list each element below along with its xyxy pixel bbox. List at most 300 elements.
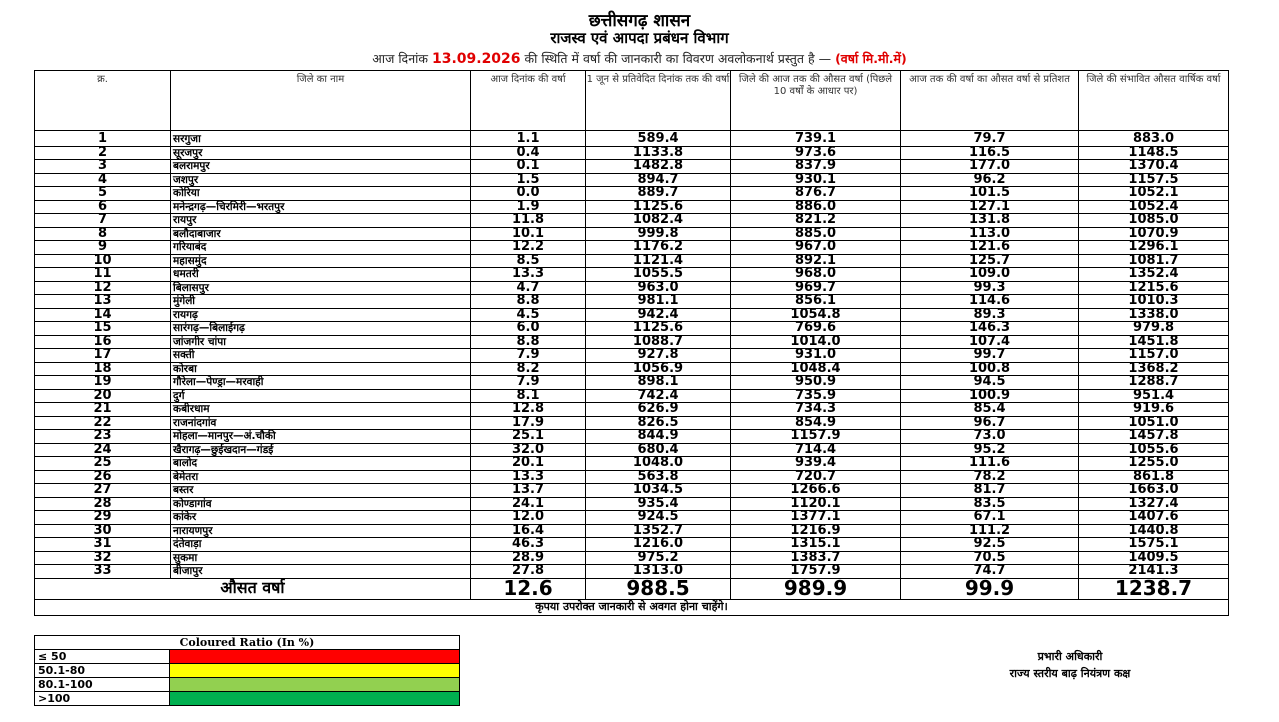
cell-district: जशपुर xyxy=(171,173,471,187)
cell-since-june: 1121.4 xyxy=(586,254,731,268)
cell-avg-to-date: 1377.1 xyxy=(731,511,901,525)
cell-today-rain: 11.8 xyxy=(471,214,586,228)
average-value: 99.9 xyxy=(901,578,1079,599)
cell-since-june: 1482.8 xyxy=(586,160,731,174)
table-row xyxy=(35,484,1229,498)
cell-annual-avg: 1215.6 xyxy=(1079,281,1229,295)
cell-percent: 146.3 xyxy=(901,322,1079,336)
cell-since-june: 924.5 xyxy=(586,511,731,525)
cell-annual-avg: 1288.7 xyxy=(1079,376,1229,390)
cell-since-june: 1313.0 xyxy=(586,565,731,579)
cell-annual-avg: 1052.4 xyxy=(1079,200,1229,214)
cell-percent: 99.7 xyxy=(901,349,1079,363)
legend-row xyxy=(35,692,460,706)
col-header-percent: आज तक की वर्षा का औसत वर्षा से प्रतिशत xyxy=(901,71,1079,131)
cell-serial: 10 xyxy=(35,254,171,268)
cell-since-june: 1216.0 xyxy=(586,538,731,552)
cell-since-june: 981.1 xyxy=(586,295,731,309)
officer-title: प्रभारी अधिकारी xyxy=(1037,650,1103,663)
legend-row xyxy=(35,664,460,678)
cell-serial: 23 xyxy=(35,430,171,444)
cell-avg-to-date: 714.4 xyxy=(731,443,901,457)
cell-district: सूरजपुर xyxy=(171,146,471,160)
cell-avg-to-date: 1315.1 xyxy=(731,538,901,552)
cell-today-rain: 7.9 xyxy=(471,376,586,390)
cell-district: सरगुजा xyxy=(171,131,471,147)
table-row xyxy=(35,214,1229,228)
cell-avg-to-date: 734.3 xyxy=(731,403,901,417)
cell-today-rain: 1.1 xyxy=(471,131,586,147)
table-row xyxy=(35,295,1229,309)
table-row xyxy=(35,146,1229,160)
cell-serial: 22 xyxy=(35,416,171,430)
cell-percent: 96.7 xyxy=(901,416,1079,430)
cell-today-rain: 16.4 xyxy=(471,524,586,538)
cell-since-june: 1048.0 xyxy=(586,457,731,471)
table-row xyxy=(35,308,1229,322)
cell-percent: 92.5 xyxy=(901,538,1079,552)
table-row xyxy=(35,173,1229,187)
cell-avg-to-date: 939.4 xyxy=(731,457,901,471)
cell-district: रायगढ़ xyxy=(171,308,471,322)
cell-serial: 26 xyxy=(35,470,171,484)
cell-district: रायपुर xyxy=(171,214,471,228)
table-row xyxy=(35,131,1229,147)
cell-district: सुकमा xyxy=(171,551,471,565)
cell-today-rain: 13.3 xyxy=(471,268,586,282)
cell-serial: 28 xyxy=(35,497,171,511)
cell-annual-avg: 1148.5 xyxy=(1079,146,1229,160)
cell-today-rain: 32.0 xyxy=(471,443,586,457)
cell-serial: 21 xyxy=(35,403,171,417)
cell-district: मनेन्द्रगढ़—चिरमिरी—भरतपुर xyxy=(171,200,471,214)
table-row xyxy=(35,200,1229,214)
cell-district: गरियाबंद xyxy=(171,241,471,255)
cell-serial: 1 xyxy=(35,131,171,147)
rainfall-table xyxy=(34,70,1229,616)
cell-serial: 27 xyxy=(35,484,171,498)
cell-percent: 89.3 xyxy=(901,308,1079,322)
average-value: 12.6 xyxy=(471,578,586,599)
cell-percent: 107.4 xyxy=(901,335,1079,349)
cell-annual-avg: 1407.6 xyxy=(1079,511,1229,525)
cell-today-rain: 4.5 xyxy=(471,308,586,322)
cell-serial: 12 xyxy=(35,281,171,295)
cell-annual-avg: 1070.9 xyxy=(1079,227,1229,241)
cell-avg-to-date: 739.1 xyxy=(731,131,901,147)
average-label: औसत वर्षा xyxy=(35,578,471,599)
cell-serial: 33 xyxy=(35,565,171,579)
cell-percent: 127.1 xyxy=(901,200,1079,214)
legend-swatch xyxy=(170,678,460,692)
cell-annual-avg: 1052.1 xyxy=(1079,187,1229,201)
cell-avg-to-date: 968.0 xyxy=(731,268,901,282)
table-row xyxy=(35,335,1229,349)
cell-today-rain: 46.3 xyxy=(471,538,586,552)
cell-since-june: 826.5 xyxy=(586,416,731,430)
cell-percent: 79.7 xyxy=(901,131,1079,147)
government-title: छत्तीसगढ़ शासन xyxy=(588,11,691,31)
cell-avg-to-date: 720.7 xyxy=(731,470,901,484)
cell-today-rain: 8.2 xyxy=(471,362,586,376)
table-row xyxy=(35,403,1229,417)
table-row xyxy=(35,443,1229,457)
cell-avg-to-date: 892.1 xyxy=(731,254,901,268)
table-row xyxy=(35,254,1229,268)
col-header-avg-to-date: जिले की आज तक की औसत वर्षा (पिछले 10 वर्षों के आधार पर) xyxy=(731,71,901,131)
cell-today-rain: 13.7 xyxy=(471,484,586,498)
cell-today-rain: 13.3 xyxy=(471,470,586,484)
cell-today-rain: 8.1 xyxy=(471,389,586,403)
cell-percent: 74.7 xyxy=(901,565,1079,579)
cell-since-june: 1125.6 xyxy=(586,200,731,214)
cell-district: दुर्ग xyxy=(171,389,471,403)
cell-since-june: 1056.9 xyxy=(586,362,731,376)
cell-annual-avg: 883.0 xyxy=(1079,131,1229,147)
cell-avg-to-date: 1757.9 xyxy=(731,565,901,579)
cell-district: बीजापुर xyxy=(171,565,471,579)
cell-annual-avg: 1010.3 xyxy=(1079,295,1229,309)
department-title: राजस्व एवं आपदा प्रबंधन विभाग xyxy=(550,29,729,47)
cell-serial: 16 xyxy=(35,335,171,349)
table-row xyxy=(35,416,1229,430)
cell-today-rain: 0.0 xyxy=(471,187,586,201)
cell-serial: 9 xyxy=(35,241,171,255)
cell-percent: 111.6 xyxy=(901,457,1079,471)
cell-annual-avg: 1338.0 xyxy=(1079,308,1229,322)
cell-avg-to-date: 969.7 xyxy=(731,281,901,295)
cell-avg-to-date: 735.9 xyxy=(731,389,901,403)
cell-serial: 32 xyxy=(35,551,171,565)
cell-since-june: 898.1 xyxy=(586,376,731,390)
cell-today-rain: 8.8 xyxy=(471,295,586,309)
cell-annual-avg: 1352.4 xyxy=(1079,268,1229,282)
cell-today-rain: 27.8 xyxy=(471,565,586,579)
cell-today-rain: 12.0 xyxy=(471,511,586,525)
cell-district: कोण्डागांव xyxy=(171,497,471,511)
table-row xyxy=(35,268,1229,282)
cell-annual-avg: 1663.0 xyxy=(1079,484,1229,498)
table-row xyxy=(35,281,1229,295)
cell-since-june: 742.4 xyxy=(586,389,731,403)
cell-serial: 25 xyxy=(35,457,171,471)
cell-district: महासमुंद xyxy=(171,254,471,268)
subtitle-prefix: आज दिनांक xyxy=(372,51,428,66)
cell-percent: 116.5 xyxy=(901,146,1079,160)
cell-percent: 81.7 xyxy=(901,484,1079,498)
cell-percent: 114.6 xyxy=(901,295,1079,309)
cell-annual-avg: 1085.0 xyxy=(1079,214,1229,228)
cell-percent: 121.6 xyxy=(901,241,1079,255)
cell-percent: 177.0 xyxy=(901,160,1079,174)
cell-percent: 131.8 xyxy=(901,214,1079,228)
cell-today-rain: 6.0 xyxy=(471,322,586,336)
cell-serial: 18 xyxy=(35,362,171,376)
cell-since-june: 927.8 xyxy=(586,349,731,363)
cell-since-june: 1034.5 xyxy=(586,484,731,498)
cell-today-rain: 0.1 xyxy=(471,160,586,174)
cell-avg-to-date: 950.9 xyxy=(731,376,901,390)
cell-since-june: 975.2 xyxy=(586,551,731,565)
cell-avg-to-date: 930.1 xyxy=(731,173,901,187)
col-header-district: जिले का नाम xyxy=(171,71,471,131)
cell-annual-avg: 1157.0 xyxy=(1079,349,1229,363)
cell-district: बलौदाबाजार xyxy=(171,227,471,241)
legend-title: Coloured Ratio (In %) xyxy=(35,636,460,650)
cell-district: कबीरधाम xyxy=(171,403,471,417)
legend-label: 80.1-100 xyxy=(35,678,170,692)
cell-district: राजनांदगांव xyxy=(171,416,471,430)
cell-district: कोरबा xyxy=(171,362,471,376)
cell-district: खैरागढ़—छुईखदान—गंडई xyxy=(171,443,471,457)
legend-swatch xyxy=(170,692,460,706)
report-subtitle xyxy=(0,50,1279,67)
table-body xyxy=(35,131,1229,616)
cell-today-rain: 7.9 xyxy=(471,349,586,363)
cell-district: बलरामपुर xyxy=(171,160,471,174)
cell-percent: 109.0 xyxy=(901,268,1079,282)
average-row xyxy=(35,578,1229,599)
cell-annual-avg: 1296.1 xyxy=(1079,241,1229,255)
cell-percent: 101.5 xyxy=(901,187,1079,201)
cell-percent: 95.2 xyxy=(901,443,1079,457)
cell-avg-to-date: 1048.4 xyxy=(731,362,901,376)
cell-district: बस्तर xyxy=(171,484,471,498)
cell-district: कोरिया xyxy=(171,187,471,201)
cell-avg-to-date: 821.2 xyxy=(731,214,901,228)
cell-today-rain: 0.4 xyxy=(471,146,586,160)
table-row xyxy=(35,362,1229,376)
cell-avg-to-date: 769.6 xyxy=(731,322,901,336)
cell-district: धमतरी xyxy=(171,268,471,282)
cell-since-june: 1176.2 xyxy=(586,241,731,255)
table-row xyxy=(35,322,1229,336)
cell-since-june: 1082.4 xyxy=(586,214,731,228)
cell-today-rain: 28.9 xyxy=(471,551,586,565)
cell-annual-avg: 1368.2 xyxy=(1079,362,1229,376)
cell-since-june: 942.4 xyxy=(586,308,731,322)
cell-avg-to-date: 885.0 xyxy=(731,227,901,241)
cell-serial: 20 xyxy=(35,389,171,403)
cell-annual-avg: 1055.6 xyxy=(1079,443,1229,457)
cell-annual-avg: 1575.1 xyxy=(1079,538,1229,552)
legend-swatch xyxy=(170,650,460,664)
cell-percent: 100.9 xyxy=(901,389,1079,403)
cell-serial: 30 xyxy=(35,524,171,538)
average-value: 988.5 xyxy=(586,578,731,599)
cell-today-rain: 8.5 xyxy=(471,254,586,268)
table-row xyxy=(35,524,1229,538)
legend-label: 50.1-80 xyxy=(35,664,170,678)
table-header-row xyxy=(35,71,1229,131)
table-row xyxy=(35,187,1229,201)
cell-since-june: 935.4 xyxy=(586,497,731,511)
cell-percent: 111.2 xyxy=(901,524,1079,538)
cell-avg-to-date: 1054.8 xyxy=(731,308,901,322)
cell-serial: 14 xyxy=(35,308,171,322)
cell-district: गौरेला—पेण्ड्रा—मरवाही xyxy=(171,376,471,390)
cell-since-june: 963.0 xyxy=(586,281,731,295)
cell-percent: 78.2 xyxy=(901,470,1079,484)
cell-percent: 100.8 xyxy=(901,362,1079,376)
cell-serial: 2 xyxy=(35,146,171,160)
cell-district: बालोद xyxy=(171,457,471,471)
cell-avg-to-date: 1266.6 xyxy=(731,484,901,498)
cell-since-june: 626.9 xyxy=(586,403,731,417)
cell-annual-avg: 1255.0 xyxy=(1079,457,1229,471)
cell-since-june: 889.7 xyxy=(586,187,731,201)
cell-annual-avg: 1051.0 xyxy=(1079,416,1229,430)
cell-serial: 29 xyxy=(35,511,171,525)
cell-avg-to-date: 1157.9 xyxy=(731,430,901,444)
cell-percent: 70.5 xyxy=(901,551,1079,565)
cell-district: सारंगढ़—बिलाईगढ़ xyxy=(171,322,471,336)
legend-label: ≤ 50 xyxy=(35,650,170,664)
cell-percent: 73.0 xyxy=(901,430,1079,444)
table-row xyxy=(35,349,1229,363)
cell-serial: 5 xyxy=(35,187,171,201)
legend-body xyxy=(35,636,460,706)
cell-serial: 24 xyxy=(35,443,171,457)
table-row xyxy=(35,551,1229,565)
col-header-since-june: 1 जून से प्रतिवेदित दिनांक तक की वर्षा xyxy=(586,71,731,131)
cell-annual-avg: 861.8 xyxy=(1079,470,1229,484)
cell-since-june: 680.4 xyxy=(586,443,731,457)
table-row xyxy=(35,376,1229,390)
cell-today-rain: 25.1 xyxy=(471,430,586,444)
cell-today-rain: 1.5 xyxy=(471,173,586,187)
cell-avg-to-date: 837.9 xyxy=(731,160,901,174)
legend-swatch xyxy=(170,664,460,678)
note-row xyxy=(35,599,1229,615)
cell-today-rain: 8.8 xyxy=(471,335,586,349)
cell-avg-to-date: 1014.0 xyxy=(731,335,901,349)
cell-serial: 13 xyxy=(35,295,171,309)
cell-annual-avg: 919.6 xyxy=(1079,403,1229,417)
cell-annual-avg: 1370.4 xyxy=(1079,160,1229,174)
table-row xyxy=(35,160,1229,174)
cell-percent: 113.0 xyxy=(901,227,1079,241)
table-row xyxy=(35,511,1229,525)
table-row xyxy=(35,430,1229,444)
cell-since-june: 844.9 xyxy=(586,430,731,444)
cell-serial: 6 xyxy=(35,200,171,214)
cell-annual-avg: 1457.8 xyxy=(1079,430,1229,444)
table-row xyxy=(35,457,1229,471)
cell-serial: 17 xyxy=(35,349,171,363)
cell-district: बेमेतरा xyxy=(171,470,471,484)
cell-serial: 19 xyxy=(35,376,171,390)
cell-percent: 94.5 xyxy=(901,376,1079,390)
cell-district: मुंगेली xyxy=(171,295,471,309)
average-value: 1238.7 xyxy=(1079,578,1229,599)
cell-avg-to-date: 931.0 xyxy=(731,349,901,363)
cell-district: मोहला—मानपुर—अं.चौकी xyxy=(171,430,471,444)
table-row xyxy=(35,241,1229,255)
cell-today-rain: 20.1 xyxy=(471,457,586,471)
average-value: 989.9 xyxy=(731,578,901,599)
cell-avg-to-date: 1120.1 xyxy=(731,497,901,511)
cell-today-rain: 10.1 xyxy=(471,227,586,241)
cell-annual-avg: 1327.4 xyxy=(1079,497,1229,511)
cell-serial: 3 xyxy=(35,160,171,174)
cell-since-june: 894.7 xyxy=(586,173,731,187)
cell-avg-to-date: 886.0 xyxy=(731,200,901,214)
office-name: राज्य स्तरीय बाढ़ नियंत्रण कक्ष xyxy=(1009,667,1131,680)
cell-today-rain: 4.7 xyxy=(471,281,586,295)
cell-avg-to-date: 967.0 xyxy=(731,241,901,255)
legend-row xyxy=(35,678,460,692)
cell-district: दंतेवाड़ा xyxy=(171,538,471,552)
note-text: कृपया उपरोक्त जानकारी से अवगत होना चाहेंगे। xyxy=(35,599,1229,615)
col-header-today-rain: आज दिनांक की वर्षा xyxy=(471,71,586,131)
col-header-annual-avg: जिले की संभावित औसत वार्षिक वर्षा xyxy=(1079,71,1229,131)
cell-avg-to-date: 876.7 xyxy=(731,187,901,201)
cell-since-june: 1352.7 xyxy=(586,524,731,538)
cell-annual-avg: 1409.5 xyxy=(1079,551,1229,565)
table-row xyxy=(35,227,1229,241)
cell-percent: 67.1 xyxy=(901,511,1079,525)
cell-district: नारायणपुर xyxy=(171,524,471,538)
legend-row xyxy=(35,650,460,664)
cell-today-rain: 17.9 xyxy=(471,416,586,430)
cell-percent: 99.3 xyxy=(901,281,1079,295)
cell-today-rain: 12.8 xyxy=(471,403,586,417)
cell-since-june: 1133.8 xyxy=(586,146,731,160)
cell-annual-avg: 2141.3 xyxy=(1079,565,1229,579)
cell-since-june: 1088.7 xyxy=(586,335,731,349)
cell-since-june: 999.8 xyxy=(586,227,731,241)
cell-since-june: 589.4 xyxy=(586,131,731,147)
cell-serial: 7 xyxy=(35,214,171,228)
cell-avg-to-date: 856.1 xyxy=(731,295,901,309)
cell-annual-avg: 1451.8 xyxy=(1079,335,1229,349)
cell-serial: 8 xyxy=(35,227,171,241)
cell-since-june: 1055.5 xyxy=(586,268,731,282)
cell-today-rain: 12.2 xyxy=(471,241,586,255)
cell-district: जांजगीर चांपा xyxy=(171,335,471,349)
cell-today-rain: 1.9 xyxy=(471,200,586,214)
unit-label: (वर्षा मि.मी.में) xyxy=(835,51,907,66)
cell-annual-avg: 979.8 xyxy=(1079,322,1229,336)
cell-since-june: 1125.6 xyxy=(586,322,731,336)
colour-legend xyxy=(34,635,460,706)
cell-avg-to-date: 854.9 xyxy=(731,416,901,430)
table-row xyxy=(35,470,1229,484)
cell-annual-avg: 1157.5 xyxy=(1079,173,1229,187)
cell-percent: 96.2 xyxy=(901,173,1079,187)
table-row xyxy=(35,389,1229,403)
cell-annual-avg: 1440.8 xyxy=(1079,524,1229,538)
subtitle-text: की स्थिति में वर्षा की जानकारी का विवरण अवलोकनार्थ प्रस्तुत है — xyxy=(524,51,832,66)
cell-serial: 4 xyxy=(35,173,171,187)
cell-percent: 85.4 xyxy=(901,403,1079,417)
signature-block xyxy=(940,648,1200,682)
cell-serial: 11 xyxy=(35,268,171,282)
cell-percent: 125.7 xyxy=(901,254,1079,268)
table-row xyxy=(35,497,1229,511)
cell-today-rain: 24.1 xyxy=(471,497,586,511)
cell-annual-avg: 1081.7 xyxy=(1079,254,1229,268)
cell-district: बिलासपुर xyxy=(171,281,471,295)
cell-district: सक्ती xyxy=(171,349,471,363)
cell-since-june: 563.8 xyxy=(586,470,731,484)
cell-avg-to-date: 1216.9 xyxy=(731,524,901,538)
cell-annual-avg: 951.4 xyxy=(1079,389,1229,403)
cell-percent: 83.5 xyxy=(901,497,1079,511)
cell-serial: 31 xyxy=(35,538,171,552)
cell-district: कांकेर xyxy=(171,511,471,525)
